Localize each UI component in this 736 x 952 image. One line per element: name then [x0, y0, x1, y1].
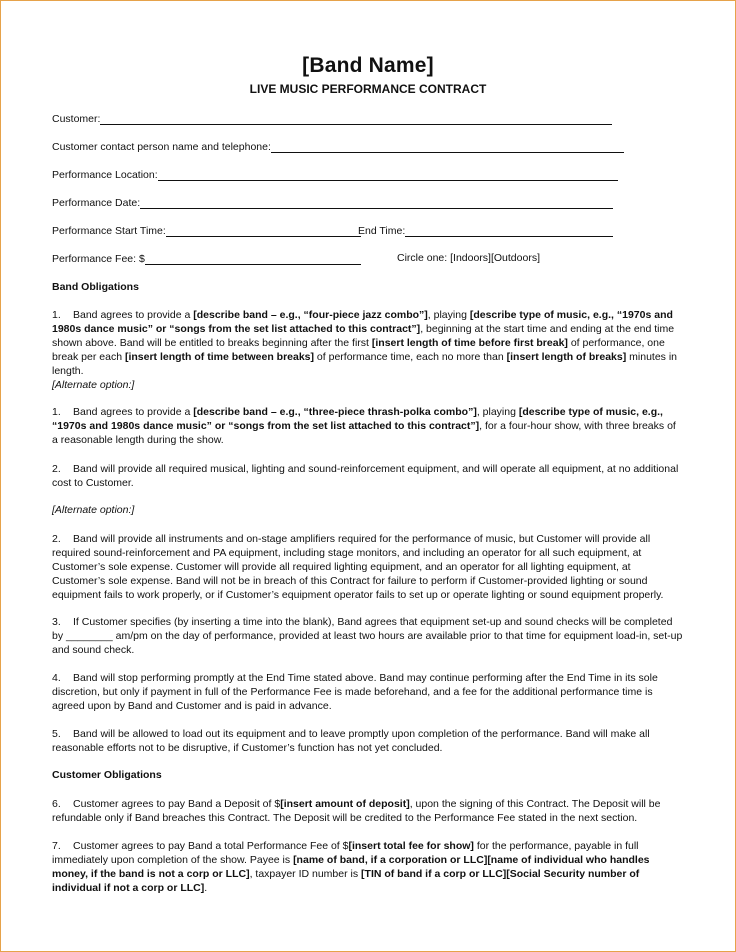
date-blank-line[interactable] [140, 196, 613, 209]
placeholder-deposit-amount: [insert amount of deposit] [280, 798, 410, 810]
placeholder-music-type: [describe type of music, e.g., “1970s and 1980s dance music” or “songs from the set list attached to this contract”] [52, 309, 673, 335]
circle-one-label: Circle one: [Indoors][Outdoors] [397, 252, 540, 264]
clause-5 [52, 727, 684, 755]
alternate-option-label: [Alternate option:] [52, 379, 135, 391]
placeholder-music-type: [describe type of music, e.g., “1970s and 1980s dance music” or “songs from the set list attached to this contract”] [52, 406, 663, 432]
end-time-blank-line[interactable] [405, 224, 613, 237]
clause-text: Band will provide all instruments and on-stage amplifiers required for the performance of music, but Customer will provide all required sound-reinforcement and PA equipment, including stage monitors, and including an operator for all such equipment, at Customer’s sole expense. Customer will provide all required lighting equipment, and an operator for all lighting equipment, at Customer’s sole expense. Band will not be in breach of this Contract for failure to perform if Customer-provided lighting or sound equipment fails to work properly, or if Customer’s equipment operator fails to set up or operate lighting or sound equipment properly. [52, 533, 664, 601]
clause-3 [52, 615, 684, 657]
clause-text: , taxpayer ID number is [249, 868, 362, 880]
start-time-blank-line[interactable] [166, 224, 361, 237]
customer-blank-line[interactable] [100, 112, 612, 125]
clause-number: 3. [52, 616, 61, 628]
customer-label: Customer: [52, 113, 101, 125]
placeholder-payee-name: [name of band, if a corporation or LLC][name of individual who handles money, if the band is not a corp or LLC] [52, 854, 650, 880]
fee-field [52, 252, 361, 266]
contact-field [52, 140, 624, 154]
clause-text: minutes in length. [52, 351, 678, 377]
clause-1-alternate [52, 405, 684, 447]
clause-text: Band will stop performing promptly at the End Time stated above. Band may continue performing after the End Time in its sole discretion, but only if payment in full of the Performance Fee is made beforehand, and a fee for the additional performance time is agreed upon by Band and Customer and is paid in advance. [52, 672, 658, 712]
clause-text: Customer agrees to pay Band a Deposit of $ [73, 798, 281, 810]
fee-blank-line[interactable] [145, 252, 361, 265]
clause-text: , upon the signing of this Contract. The Deposit will be refundable only if Band breaches this Contract. The Deposit will be credited to the Performance Fee stated in the next section. [52, 798, 661, 824]
clause-text: If Customer specifies (by inserting a time into the blank), Band agrees that equipment set-up and sound checks will be completed by ________ am/pm on the day of performance, provided at least two hours are available prior to that time for equipment load-in, set-up and sound check. [52, 616, 683, 656]
start-time-field [52, 224, 361, 238]
contact-label: Customer contact person name and telephone: [52, 141, 271, 153]
start-time-label: Performance Start Time: [52, 225, 166, 237]
clause-4 [52, 671, 684, 713]
band-name-title: [Band Name] [302, 54, 434, 77]
clause-text: Band will be allowed to load out its equipment and to leave promptly upon completion of the performance. Band will make all reasonable efforts not to be disruptive, if Customer’s function has not yet concluded. [52, 728, 650, 754]
clause-number: 4. [52, 672, 61, 684]
clause-2 [52, 462, 684, 490]
placeholder-time-between-breaks: [insert length of time between breaks] [124, 351, 315, 363]
placeholder-break-length: [insert length of breaks] [506, 351, 627, 363]
customer-obligations-heading: Customer Obligations [52, 769, 162, 781]
placeholder-taxpayer-id: [TIN of band if a corp or LLC][Social Security number of individual if not a corp or LLC] [52, 868, 640, 894]
date-field [52, 196, 613, 210]
clause-6 [52, 797, 684, 825]
clause-text: Band will provide all required musical, lighting and sound-reinforcement equipment, and will operate all equipment, at no additional cost to Customer. [52, 463, 679, 489]
clause-2-alternate [52, 532, 684, 602]
clause-number: 2. [52, 533, 61, 545]
alternate-option-label: [Alternate option:] [52, 504, 135, 516]
clause-text: , for a four-hour show, with three breaks of a reasonable length during the show. [52, 420, 676, 446]
clause-text: Band agrees to provide a [73, 406, 194, 418]
clause-number: 1. [52, 406, 61, 418]
clause-number: 7. [52, 840, 61, 852]
customer-field [52, 112, 612, 126]
location-blank-line[interactable] [158, 168, 618, 181]
clause-7 [52, 839, 684, 895]
clause-text: , playing [476, 406, 519, 418]
clause-text: Customer agrees to pay Band a total Performance Fee of $ [73, 840, 349, 852]
clause-number: 6. [52, 798, 61, 810]
fee-label: Performance Fee: $ [52, 253, 145, 265]
clause-text: Band agrees to provide a [73, 309, 194, 321]
clause-text: of performance time, each no more than [314, 351, 507, 363]
band-obligations-heading: Band Obligations [52, 281, 139, 293]
date-label: Performance Date: [52, 197, 141, 209]
clause-number: 2. [52, 463, 61, 475]
clause-text: for the performance, payable in full immediately upon completion of the show. Payee is [52, 840, 639, 866]
placeholder-band-description: [describe band – e.g., “three-piece thrash-polka combo”] [193, 406, 477, 418]
end-time-field [358, 224, 613, 238]
clause-text: of performance, one break per each [52, 337, 665, 363]
location-field [52, 168, 618, 182]
location-label: Performance Location: [52, 169, 158, 181]
circle-one-option [397, 252, 540, 266]
contact-blank-line[interactable] [271, 140, 624, 153]
clause-text: . [204, 882, 208, 894]
clause-text: , beginning at the start time and ending at the end time shown above. Band will be entitled to breaks beginning after the first [52, 323, 675, 349]
clause-number: 1. [52, 309, 61, 321]
clause-text: , playing [427, 309, 470, 321]
clause-1 [52, 308, 684, 378]
placeholder-time-before-break: [insert length of time before first break] [371, 337, 568, 349]
placeholder-band-description: [describe band – e.g., “four-piece jazz combo”] [193, 309, 428, 321]
end-time-label: End Time: [358, 225, 406, 237]
placeholder-total-fee: [insert total fee for show] [348, 840, 474, 852]
clause-number: 5. [52, 728, 61, 740]
contract-subtitle: LIVE MUSIC PERFORMANCE CONTRACT [249, 82, 487, 96]
